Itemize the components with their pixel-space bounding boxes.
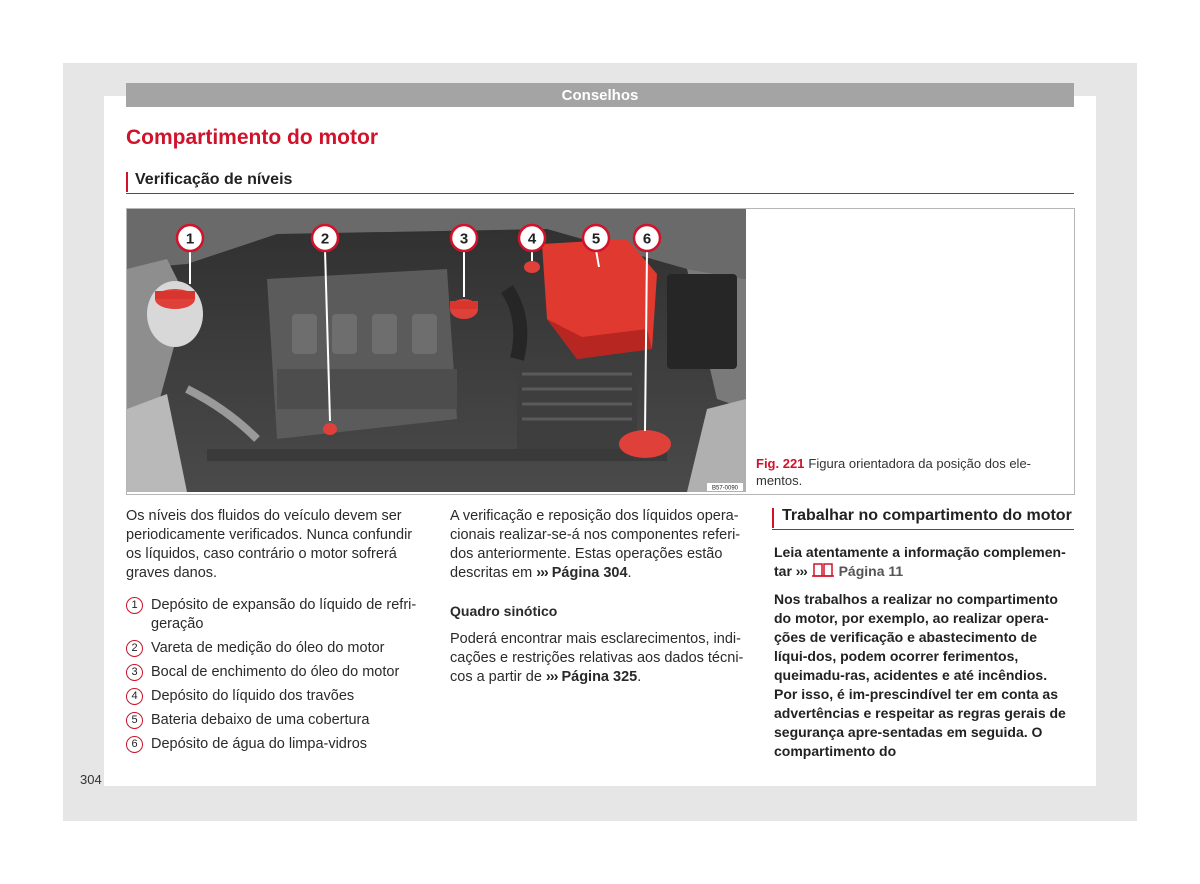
overview-text: Poderá encontrar mais esclarecimentos, indi-cações e restrições relativas aos dados técni-cos a partir de: [450, 631, 744, 685]
number-badge: 6: [126, 736, 143, 753]
lead-text: Leia atentamente a informação complemen-tar: [774, 544, 1066, 579]
list-item-text: Bocal de enchimento do óleo do motor: [151, 664, 400, 680]
list-item-text: Depósito do líquido dos travões: [151, 688, 355, 704]
list-item-text: Depósito de expansão do líquido de refri-geração: [151, 597, 417, 632]
page-reference-link[interactable]: Página 304: [551, 565, 628, 581]
list-item-text: Vareta de medição do óleo do motor: [151, 640, 385, 656]
engine-bay-illustration: [127, 209, 746, 492]
chapter-header: Conselhos: [126, 83, 1074, 107]
list-item: [126, 663, 431, 682]
number-badge: 2: [126, 640, 143, 657]
reference-arrow: ›››: [536, 565, 548, 581]
list-item: [126, 735, 431, 754]
operations-paragraph: A verificação e reposição dos líquidos opera-cionais realizar-se-á nos componentes referi-dos anteriormente. Estas operações estão descritas em ››› Página 304.: [450, 508, 741, 581]
number-badge: 4: [126, 688, 143, 705]
middle-column: [450, 507, 748, 687]
section-heading-text: Verificação de níveis: [135, 171, 293, 188]
page-reference-link[interactable]: Página 325: [561, 669, 638, 685]
page-title: Compartimento do motor: [126, 126, 378, 149]
book-icon: [811, 562, 835, 578]
page-number: 304: [80, 772, 102, 787]
callout-5: [583, 225, 609, 251]
figure-code: B57-0090: [711, 485, 739, 492]
callout-6: [634, 225, 660, 251]
section-heading: [126, 171, 1074, 194]
svg-text:2: 2: [320, 230, 330, 248]
svg-text:6: 6: [642, 230, 652, 248]
number-badge: 3: [126, 664, 143, 681]
list-item-text: Depósito de água do limpa-vidros: [151, 736, 368, 752]
intro-paragraph: Os níveis dos fluidos do veículo devem ser periodicamente verificados. Nunca confundir os líquidos, caso contrário o motor sofrerá graves danos.: [126, 508, 413, 581]
svg-text:5: 5: [591, 230, 601, 248]
component-list: [126, 596, 431, 754]
number-badge: 1: [126, 597, 143, 614]
figure-number: Fig. 221: [756, 456, 805, 471]
figure-caption-text: Figura orientadora da posição dos ele-mentos.: [756, 456, 1032, 488]
list-item: [126, 711, 431, 730]
callout-1: [177, 225, 203, 251]
reference-arrow: ›››: [545, 669, 558, 685]
list-item: [126, 596, 431, 634]
safety-box-heading: [772, 507, 1074, 530]
right-column: [774, 543, 1074, 761]
svg-text:1: 1: [185, 230, 195, 248]
subheading: Quadro sinótico: [450, 603, 558, 619]
section-accent-bar: [126, 172, 128, 192]
callout-4: [519, 225, 545, 251]
figure-caption: [756, 455, 1056, 489]
heading-accent-bar: [772, 508, 774, 528]
reference-arrow: ›››: [795, 563, 807, 579]
overview-paragraph: Poderá encontrar mais esclarecimentos, indi-cações e restrições relativas aos dados técni-cos a partir de ››› Página 325.: [450, 631, 744, 685]
list-item: [126, 639, 431, 658]
list-item: [126, 687, 431, 706]
number-badge: 5: [126, 712, 143, 729]
warning-paragraph: Nos trabalhos a realizar no compartimento do motor, por exemplo, ao realizar opera-ções de verificação e abastecimento de líqui-dos, podem ocorrer ferimentos, queimadu-ras, acidentes e até incêndios. Por isso, é im-prescindível ter em conta as advertências e respeitar as regras gerais de segurança apre-sentadas em seguida. O compartimento do: [774, 591, 1066, 759]
left-column: [126, 507, 431, 759]
list-item-text: Bateria debaixo de uma cobertura: [151, 712, 370, 728]
lead-paragraph: [774, 543, 1074, 581]
page-reference-link[interactable]: Página 11: [838, 563, 904, 579]
callout-3: [451, 225, 477, 251]
safety-heading-text: Trabalhar no compartimento do motor: [782, 507, 1072, 524]
svg-text:4: 4: [527, 230, 537, 248]
svg-text:3: 3: [459, 230, 469, 248]
callout-2: [312, 225, 338, 251]
operations-text: A verificação e reposição dos líquidos opera-cionais realizar-se-á nos componentes referi-dos anteriormente. Estas operações estão descritas em: [450, 508, 741, 581]
